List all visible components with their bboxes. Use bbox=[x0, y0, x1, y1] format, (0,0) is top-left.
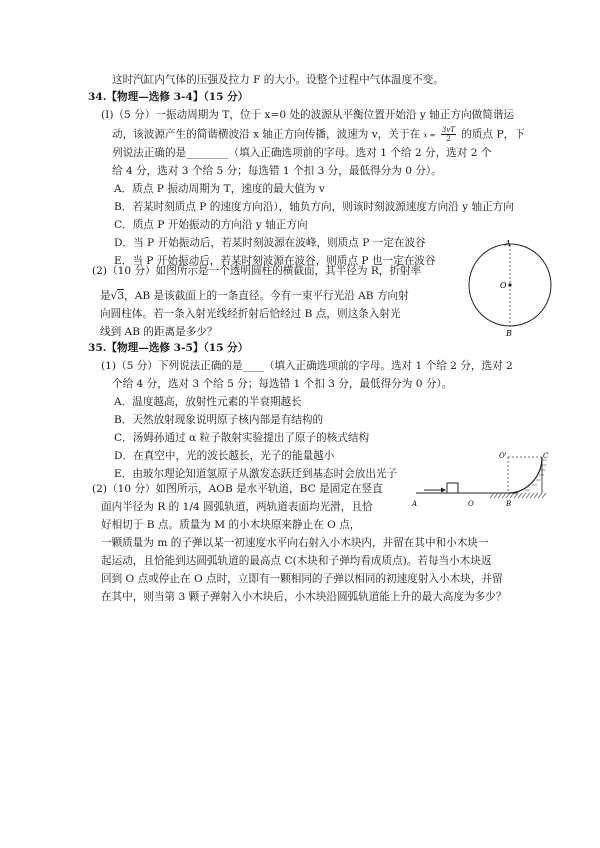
label-c: C bbox=[543, 452, 549, 460]
q34-p2-line2-b: ，AB 是该截面上的一条直径。今有一束平行光沿 AB 方向射 bbox=[124, 290, 409, 302]
sqrt-value: 3 bbox=[117, 290, 125, 302]
ground-hatching bbox=[490, 493, 546, 498]
label-o-prime: O' bbox=[499, 452, 507, 460]
cylinder-cross-section-figure bbox=[462, 240, 562, 340]
q35-option-b: B．天然放射现象说明原子核内部是有结构的 bbox=[114, 414, 324, 426]
intro-line: 这时汽缸内气体的压强及拉力 F 的大小。设整个过程中气体温度不变。 bbox=[112, 74, 444, 86]
q35-option-e: E．由玻尔理论知道氢原子从激发态跃迁到基态时会放出光子 bbox=[114, 468, 398, 480]
q34-p1-line4: 给 4 分，选对 3 个给 5 分；每选错 1 个扣 3 分，最低得分为 0 分）。 bbox=[112, 165, 442, 177]
q34-p2-line2 bbox=[100, 289, 409, 303]
q35-p2-line7: 在其中，则当第 3 颗子弹射入小木块后，小木块沿圆弧轨道能上升的最大高度为多少？ bbox=[101, 591, 507, 603]
q35-option-d: D．在真空中，光的波长越长，光子的能量越小 bbox=[114, 450, 335, 462]
q35-p2-line6: 回到 O 点或停止在 O 点时，立即有一颗相同的子弹以相同的初速度射入小木块，并留 bbox=[101, 573, 503, 585]
label-o: O bbox=[500, 281, 507, 290]
q34-option-a: A．质点 P 振动周期为 T，速度的最大值为 v bbox=[114, 183, 325, 195]
label-a: A bbox=[505, 240, 511, 248]
track-figure bbox=[410, 452, 560, 528]
q34-option-c: C．质点 P 开始振动的方向沿 y 轴正方向 bbox=[114, 219, 308, 231]
q35-p1-line1 bbox=[101, 359, 513, 373]
label-a: A bbox=[412, 500, 418, 508]
quarter-arc-track bbox=[508, 457, 542, 493]
q35-header: 35.【物理—选修 3-5】（15 分） bbox=[88, 342, 249, 354]
sqrt-sign: √ bbox=[110, 290, 118, 302]
fraction-denominator: 2 bbox=[446, 135, 451, 143]
fraction-numerator: 3vT bbox=[441, 126, 455, 134]
label-o: O bbox=[468, 500, 474, 508]
equation-x: x = bbox=[423, 131, 436, 140]
q34-p2-line4: 线到 AB 的距离是多少？ bbox=[100, 326, 218, 338]
q34-p1-line2-a: 动，该波源产生的简谐横波沿 x 轴正方向传播，波速为 v，关于在 bbox=[112, 128, 421, 141]
answer-blank: ________ bbox=[186, 147, 229, 159]
q35-p1-line1-a: (1)（5 分）下列说法正确的是 bbox=[101, 360, 243, 372]
q35-p2-line1: (2)（10 分）如图所示，AOB 是水平轨道，BC 是固定在竖直 bbox=[92, 483, 383, 495]
answer-blank: ____ bbox=[242, 360, 264, 372]
q35-p2-line3: 好相切于 B 点。质量为 M 的小木块原来静止在 O 点， bbox=[101, 519, 361, 531]
q35-p2-line2: 面内半径为 R 的 1/4 圆弧轨道，两轨道表面均光滑，且恰 bbox=[101, 501, 373, 513]
q34-p1-line3-b: （填入正确选项前的字母。选对 1 个给 2 分，选对 2 个 bbox=[228, 147, 492, 159]
q35-option-a: A．温度越高，放射性元素的半衰期越长 bbox=[114, 396, 302, 408]
q34-p2-line3: 向圆柱体。若一条入射光线经折射后恰经过 B 点，则这条入射光 bbox=[100, 308, 401, 320]
q35-option-c: C．汤姆孙通过 α 粒子散射实验提出了原子的核式结构 bbox=[114, 432, 370, 444]
q34-p2-line1: (2)（10 分）如图所示是一个透明圆柱的横截面，其半径为 R，折射率 bbox=[92, 265, 422, 277]
arrow-right-icon bbox=[441, 488, 446, 493]
q35-p2-line5: 起运动，且恰能到达圆弧轨道的最高点 C(木块和子弹均看成质点)。若每当小木块返 bbox=[101, 555, 492, 567]
label-b: B bbox=[506, 500, 512, 508]
q34-p1-line3-a: 列说法正确的是 bbox=[112, 147, 187, 159]
q34-option-b: B．若某时刻质点 P 的速度方向沿），轴负方向，则该时刻波源速度方向沿 y 轴正方向 bbox=[114, 201, 514, 213]
q34-p1-line2-b: 的质点 P，下 bbox=[461, 128, 525, 141]
q34-header: 34.【物理—选修 3-4】（15 分） bbox=[88, 91, 249, 103]
q34-p1-line2 bbox=[112, 126, 525, 143]
q34-p1-line3 bbox=[112, 146, 491, 160]
q34-option-e: E．当 P 开始振动后，若某时刻波源在波谷，则质点 P 也一定在波谷 bbox=[114, 255, 436, 267]
label-b: B bbox=[506, 329, 512, 338]
center-point bbox=[508, 283, 511, 286]
q34-option-d: D．当 P 开始振动后，若某时刻波源在波峰，则质点 P 一定在波谷 bbox=[114, 237, 426, 249]
q34-p2-line2-a: 是 bbox=[100, 290, 111, 302]
fraction-3vt-over-2 bbox=[441, 126, 456, 143]
q35-p1-line2: 个给 4 分，选对 3 个给 5 分；每选错 1 个扣 3 分，最低得分为 0 分）。 bbox=[112, 378, 453, 390]
q35-p1-line1-b: （填入正确选项前的字母。选对 1 个给 2 分，选对 2 bbox=[263, 360, 513, 372]
wood-block bbox=[447, 483, 458, 493]
q35-p2-line4: 一颗质量为 m 的子弹以某一初速度水平向右射入小木块内，并留在其中和小木块一 bbox=[101, 537, 489, 549]
q34-p1-line1: (I)（5 分）一振动周期为 T，位于 x=0 处的波源从平衡位置开始沿 y 轴正方向做简谐运 bbox=[101, 109, 515, 121]
